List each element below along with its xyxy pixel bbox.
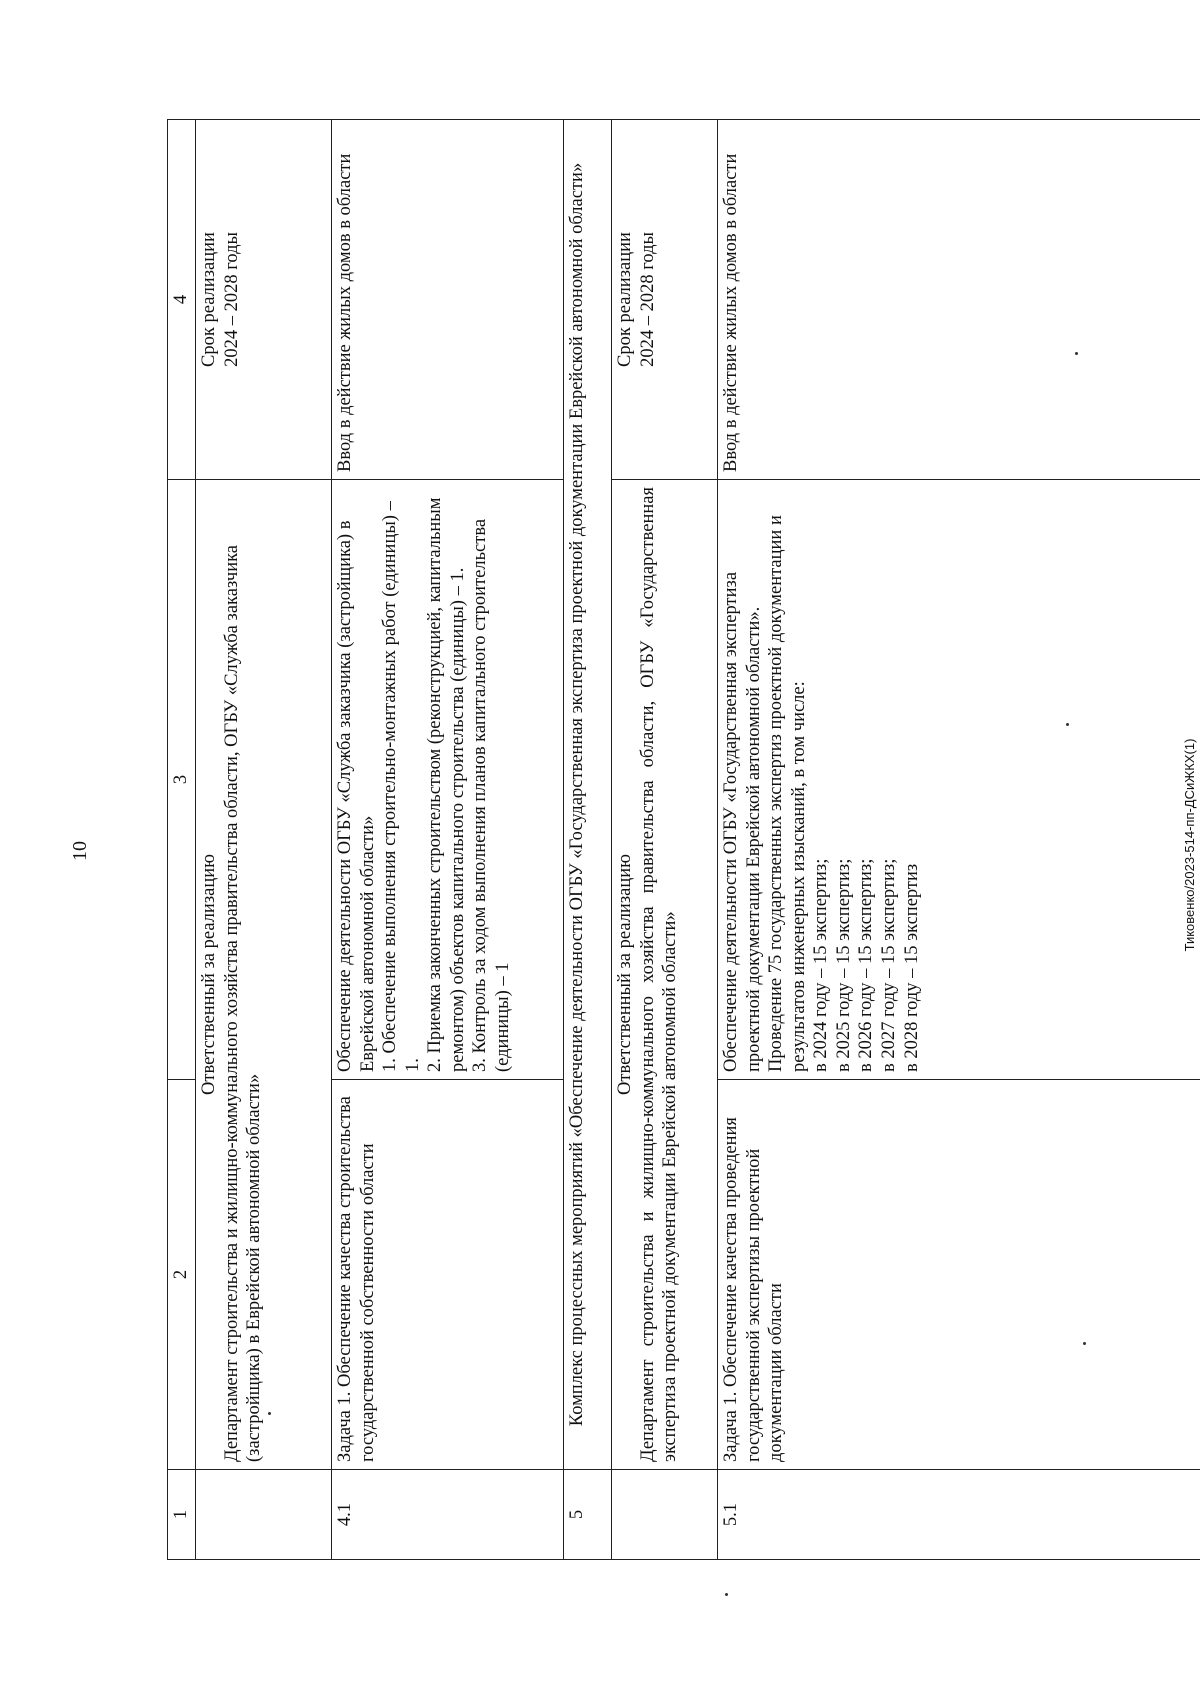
task-name: Задача 1. Обеспечение качества строительства государственной собственности области: [332, 1080, 564, 1470]
page-number: 10: [69, 841, 91, 861]
task-4-1-row: [332, 120, 564, 1560]
responsible-title: Ответственный за реализацию: [615, 854, 635, 1095]
section4-responsible-row: [196, 120, 332, 1560]
task-name: Задача 1. Обеспечение качества проведения государственной экспертизы проектной документации области: [718, 1080, 1200, 1470]
header-cell: 3: [168, 480, 196, 1080]
task-indicator-link: Ввод в действие жилых домов в области: [718, 120, 1200, 480]
section4-period-cell: Срок реализации 2024 – 2028 годы: [196, 120, 332, 480]
empty-cell: [612, 1470, 718, 1560]
responsible-title: Ответственный за реализацию: [199, 854, 219, 1095]
header-cell: 4: [168, 120, 196, 480]
empty-cell: [196, 1470, 332, 1560]
scan-speck: [725, 1593, 728, 1596]
task-result: Обеспечение деятельности ОГБУ «Государственная экспертиза проектной документации Еврейской автономной области». Проведение 75 государственных экспертиз проектной документации и результатов инженерных изысканий, в том числе: в 2024 году – 15 экспертиз; в 2025 году – 15 экспертиз; в 2026 году – 15 экспертиз; в 2027 году – 15 экспертиз; в 2028 году – 15 экспертиз: [718, 480, 1200, 1080]
section5-responsible-row: [612, 120, 718, 1560]
section5-title-row: [564, 120, 612, 1560]
section-number: 5: [564, 1470, 612, 1560]
responsible-body: Департамент строительства и жилищно-коммунального хозяйства правительства области, ОГБУ «Служба заказчика (застройщика) в Еврейской автономной области»: [221, 544, 265, 1462]
task-number: 5.1: [718, 1470, 1200, 1560]
document-code: Тиковенко/2023-514-пп-ДСиЖКХ(1): [1182, 738, 1197, 952]
section5-title: Комплекс процессных мероприятий «Обеспечение деятельности ОГБУ «Государственная экспертиза проектной документации Еврейской автономной области»: [564, 120, 612, 1470]
responsible-body: Департамент строительства и жилищно-коммунального хозяйства правительства области, ОГБУ «Государственная экспертиза проектной документации Еврейской автономной области»: [637, 487, 681, 1462]
header-cell: 1: [168, 1470, 196, 1560]
program-table: [167, 119, 1200, 1560]
task-5-1-row: [718, 120, 1200, 1560]
program-table-frame: [167, 120, 1200, 1560]
section5-responsible-cell: [612, 480, 718, 1470]
task-number: 4.1: [332, 1470, 564, 1560]
task-result: Обеспечение деятельности ОГБУ «Служба заказчика (застройщика) в Еврейской автономной области» 1. Обеспечение выполнения строительно-монтажных работ (единицы) – 1. 2. Приемка законченных строительством (реконструкцией, капитальным ремонтом) объектов капитального строительства (единицы) – 1. 3. Контроль за ходом выполнения планов капитального строительства (единицы) – 1: [332, 480, 564, 1080]
rotated-table-container: [167, 120, 1200, 1560]
header-cell: 2: [168, 1080, 196, 1470]
section5-period-cell: Срок реализации 2024 – 2028 годы: [612, 120, 718, 480]
section4-responsible-cell: [196, 480, 332, 1470]
header-row: [168, 120, 196, 1560]
task-indicator-link: Ввод в действие жилых домов в области: [332, 120, 564, 480]
